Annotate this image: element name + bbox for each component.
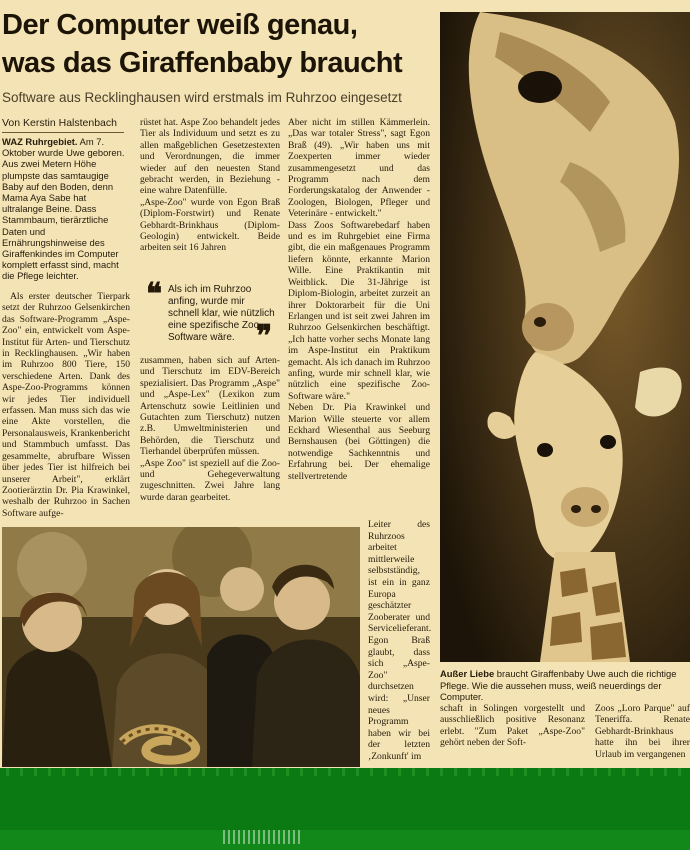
column-3-narrow: Leiter des Ruhrzoos arbeitet mittlerweile selbstständig, ist ein in ganz Europa geschätzter Zooberater und Servicelieferant. Egon Braß glaubt, dass sich „Aspe-Zoo" durchsetzen wird: „Unser neues Programm haben wir bei der letzten ‚Zonkunft' im bbox=[368, 519, 432, 762]
staff-group-illustration bbox=[2, 527, 360, 767]
column-3-text: Aber nicht im stillen Kämmerlein. „Das war totaler Stress", sagt Egon Braß (49). „Wir haben uns mit Zoexperten immer wieder zusammengesetzt und das Programm nach dem Forderungskatalog der Anwender - Zoologen, Biologen, Pfleger und Veterinäre - entwickelt." Dass Zoos Softwarebedarf haben und es im Ruhrgebiet eine Firma gibt, die ein maßgenaues Programm liefern könnte, erkannte Marion Wille. Eine Praktikantin mit Weitblick. Die 31-Jährige ist Diplom-Biologin, arbeitet zurzeit an ihrer Doktorarbeit für die Uni Erlangen und ist seit zwei Jahren im Ruhrzoo Gelsenkirchen beschäftigt. „Ich hatte vorher sechs Monate lang im Aspe-Institut ein Praktikum gemacht. Als ich danach im Ruhrzoo anfing, wurde mir schnell klar, wie nützlich eine spezifische Zoo-Software wäre." Neben Dr. Pia Krawinkel und Marion Wille steuerte vor allem Eckhard Wiesenthal aus Seeburg Bernshausen (bei Göttingen) die notwendige Sachkenntnis und Erfahrung bei. Der ehemalige stellvertretende bbox=[288, 117, 430, 482]
caption-lead: Außer Liebe bbox=[440, 668, 495, 679]
spacer bbox=[368, 700, 371, 701]
scan-noise-top bbox=[0, 768, 690, 776]
pull-quote-text: Als ich im Ruhrzoo anfing, wurde mir schnell klar, wie nützlich eine spezifische Zoo-Software wäre. bbox=[168, 284, 275, 343]
dateline: WAZ Ruhrgebiet. bbox=[2, 136, 78, 147]
column-1-body: Als erster deutscher Tierpark setzt der Ruhrzoo Gelsenkirchen das Software-Programm „Aspe-Zoo" ein, entwickelt vom Aspe-Institut für Arten- und Tierschutz in Recklinghausen. „Wir haben im Ruhrzoo 800 Tiere, 150 verschiedene Arten. Dank des Aspe-Zoo-Programms können wir jedes Tier individuell erfassen. Man muss sich das wie eine Akte vorstellen, die Personalausweis, Krankenbericht und Stammbuch umfasst. Das gesammelte, abrufbare Wissen über jedes Tier ist hilfreich bei unserer Arbeit", erklärt Zootierärztin Dr. Pia Krawinkel, weshalb der Ruhrzoo in Sachen Software aufge- bbox=[2, 291, 130, 519]
quote-close-icon: ❞ bbox=[256, 320, 273, 353]
column-5-text: Zoos „Loro Parque" auf Teneriffa. Renate Gebhardt-Brinkhaus hatte ihn bei ihrer Urlaub im vergangenen bbox=[595, 703, 690, 760]
byline: Von Kerstin Halstenbach bbox=[2, 117, 117, 129]
headline-line-1: Der Computer weiß genau, bbox=[2, 9, 358, 41]
caption-text: braucht Giraffenbaby Uwe auch die richtige Pflege. Wie die aussehen muss, weiß neuerdings der Computer. bbox=[440, 668, 677, 702]
scan-artifact-band bbox=[0, 768, 690, 850]
column-1-lead bbox=[2, 136, 130, 282]
subheadline: Software aus Recklinghausen wird erstmals im Ruhrzoo eingesetzt bbox=[2, 90, 402, 105]
headline-line-2: was das Giraffenbaby braucht bbox=[2, 47, 403, 79]
people-photo bbox=[2, 527, 360, 767]
photo-caption bbox=[440, 668, 690, 703]
scan-noise-speckle bbox=[220, 830, 300, 844]
pull-quote-box bbox=[140, 279, 280, 351]
column-2-top: rüstet hat. Aspe Zoo behandelt jedes Tier als Individuum und setzt es zu allen maßgeblichen Gesetzestexten und Verordnungen, die immer wieder auf den neuesten Stand gebracht werden, in Beziehung - eine wahre Datenfülle. „Aspe-Zoo" wurde von Egon Braß (Diplom-Forstwirt) und Renate Gebhardt-Brinkhaus (Diplom-Geologin) entwickelt. Beide arbeiten seit 16 Jahren bbox=[140, 117, 280, 254]
giraffe-illustration bbox=[440, 12, 690, 662]
scan-noise-bottom bbox=[0, 830, 690, 850]
column-2-bottom: zusammen, haben sich auf Arten- und Tierschutz im EDV-Bereich spezialisiert. Das Programm „Aspe" und „Aspe-Lex" (Lexikon zum Artenschutz sowie Leitlinien und Gutachten zum Tierschutz) nutzen z.B. Umweltministerien und Behörden, die Tierschutz und Tierhandel überprüfen müssen. „Aspe Zoo" ist speziell auf die Zoo- und Gehegeverwaltung zugeschnitten. Zwei Jahre lang wurde daran gearbeitet. bbox=[140, 355, 280, 503]
column-4-text: schaft in Solingen vorgestellt und ausschließlich positive Resonanz erlebt. "Zum Paket „Aspe-Zoo" gehört neben der Soft- bbox=[440, 703, 585, 749]
byline-rule bbox=[2, 132, 124, 133]
lead-text: Am 7. Oktober wurde Uwe geboren. Aus zwei Metern Höhe plumpste das samtaugige Baby auf den Boden, denn Mama Aya Sabe hat ultralange Beine. Dass Stammbaum, tierärztliche Daten und Ernährungshinweise des Giraffenkindes im Computer komplett erfasst sind, macht die Pflege leichter. bbox=[2, 136, 125, 282]
quote-open-icon: ❝ bbox=[146, 278, 163, 311]
giraffe-photo bbox=[440, 12, 690, 662]
